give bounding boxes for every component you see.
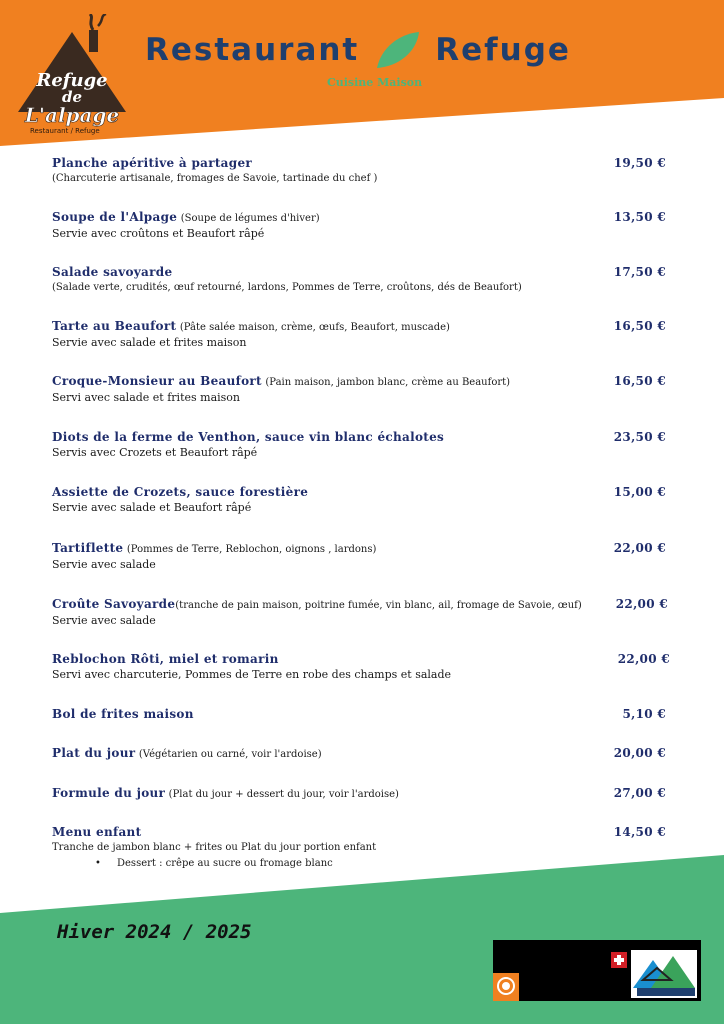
menu-item: [52, 485, 672, 516]
badge-graphic: [493, 940, 701, 1001]
item-detail: Servi avec charcuterie, Pommes de Terre en robe des champs et salade: [52, 668, 452, 681]
menu-item: [52, 156, 672, 187]
item-detail: Servi avec salade et frites maison: [52, 391, 241, 404]
item-name: Diots de la ferme de Venthon, sauce vin blanc échalotes: [52, 430, 445, 444]
mountain-chalet-icon: [631, 950, 697, 998]
swiss-cross-flag-icon: [611, 952, 627, 968]
item-price: 23,50 €: [613, 430, 666, 444]
item-detail: (Salade verte, crudités, œuf retourné, lardons, Pommes de Terre, croûtons, dés de Beaufort): [52, 282, 522, 293]
item-price: 14,50 €: [613, 825, 666, 839]
bullet-icon: •: [95, 858, 101, 869]
logo-text-de: de: [61, 88, 83, 106]
item-desc: (Pâte salée maison, crème, œufs, Beaufort, muscade): [179, 322, 450, 333]
item-detail: Servie avec croûtons et Beaufort râpé: [52, 227, 265, 240]
item-name: Croque-Monsieur au Beaufort: [52, 374, 262, 388]
page-title: [145, 30, 571, 70]
item-price: 13,50 €: [613, 210, 666, 224]
item-price: 15,00 €: [613, 485, 666, 499]
season-label: Hiver 2024 / 2025: [57, 921, 252, 943]
title-right: Refuge: [435, 32, 571, 68]
item-name: Menu enfant: [52, 825, 142, 839]
menu-item: [52, 652, 672, 683]
item-detail: Tranche de jambon blanc + frites ou Plat du jour portion enfant: [52, 842, 377, 853]
menu-item: [52, 265, 672, 296]
item-price: 27,00 €: [613, 786, 666, 800]
item-detail: (Charcuterie artisanale, fromages de Savoie, tartinade du chef ): [52, 173, 378, 184]
menu-item: [52, 430, 672, 461]
item-desc: (Soupe de légumes d'hiver): [180, 213, 320, 224]
item-desc: (Pain maison, jambon blanc, crème au Beaufort): [265, 377, 511, 388]
menu-item: [52, 786, 672, 802]
logo-subtitle: [30, 127, 100, 135]
menu-item: [52, 825, 672, 872]
item-desc: (tranche de pain maison, poitrine fumée, vin blanc, ail, fromage de Savoie, œuf): [175, 600, 582, 611]
item-detail: Servis avec Crozets et Beaufort râpé: [52, 446, 258, 459]
menu-item: [52, 597, 672, 629]
item-bullet-text: Dessert : crêpe au sucre ou fromage blanc: [117, 858, 333, 869]
item-desc: (Pommes de Terre, Reblochon, oignons , lardons): [126, 544, 377, 555]
menu-item: [52, 707, 672, 722]
logo-graphic: [16, 14, 128, 138]
item-name: Reblochon Rôti, miel et romarin: [52, 652, 279, 666]
menu-item: [52, 210, 672, 242]
item-bullet: [95, 856, 672, 872]
title-left: Restaurant: [145, 32, 360, 68]
menu-item: [52, 319, 672, 351]
refuge-alpage-logo: [16, 14, 128, 138]
item-name: Soupe de l'Alpage: [52, 210, 178, 224]
item-price: 5,10 €: [622, 707, 666, 721]
logo-text-refuge: Refuge: [36, 70, 108, 91]
page-subtitle: Cuisine Maison: [327, 76, 423, 89]
item-detail: Servie avec salade et Beaufort râpé: [52, 501, 252, 514]
leaf-small-icon: ∕: [70, 127, 73, 135]
item-price: 17,50 €: [613, 265, 666, 279]
item-name: Croûte Savoyarde: [52, 597, 176, 611]
logo-sub-right: Refuge: [75, 127, 100, 135]
item-price: 16,50 €: [613, 319, 666, 333]
menu-item: [52, 541, 672, 573]
item-price: 19,50 €: [613, 156, 666, 170]
item-name: Tarte au Beaufort: [52, 319, 177, 333]
item-price: 22,00 €: [617, 652, 670, 666]
item-detail: Servie avec salade: [52, 558, 156, 571]
item-detail: Servie avec salade et frites maison: [52, 336, 247, 349]
menu-item: [52, 746, 672, 762]
logo-text-lalpage: L'alpage: [24, 103, 120, 127]
item-name: Tartiflette: [52, 541, 124, 555]
item-desc: (Plat du jour + dessert du jour, voir l'ardoise): [168, 789, 399, 800]
item-detail: Servie avec salade: [52, 614, 156, 627]
item-price: 22,00 €: [613, 541, 666, 555]
leaf-icon: [373, 30, 423, 70]
item-name: Formule du jour: [52, 786, 166, 800]
item-name: Assiette de Crozets, sauce forestière: [52, 485, 309, 499]
item-price: 16,50 €: [613, 374, 666, 388]
logo-sub-left: Restaurant: [30, 127, 69, 135]
item-price: 20,00 €: [613, 746, 666, 760]
item-name: Bol de frites maison: [52, 707, 194, 721]
item-desc: (Végétarien ou carné, voir l'ardoise): [138, 749, 322, 760]
partner-badge: [493, 940, 701, 1001]
menu-item: [52, 374, 672, 406]
item-name: Salade savoyarde: [52, 265, 173, 279]
item-name: Plat du jour: [52, 746, 136, 760]
item-price: 22,00 €: [615, 597, 668, 611]
item-name: Planche apéritive à partager: [52, 156, 253, 170]
